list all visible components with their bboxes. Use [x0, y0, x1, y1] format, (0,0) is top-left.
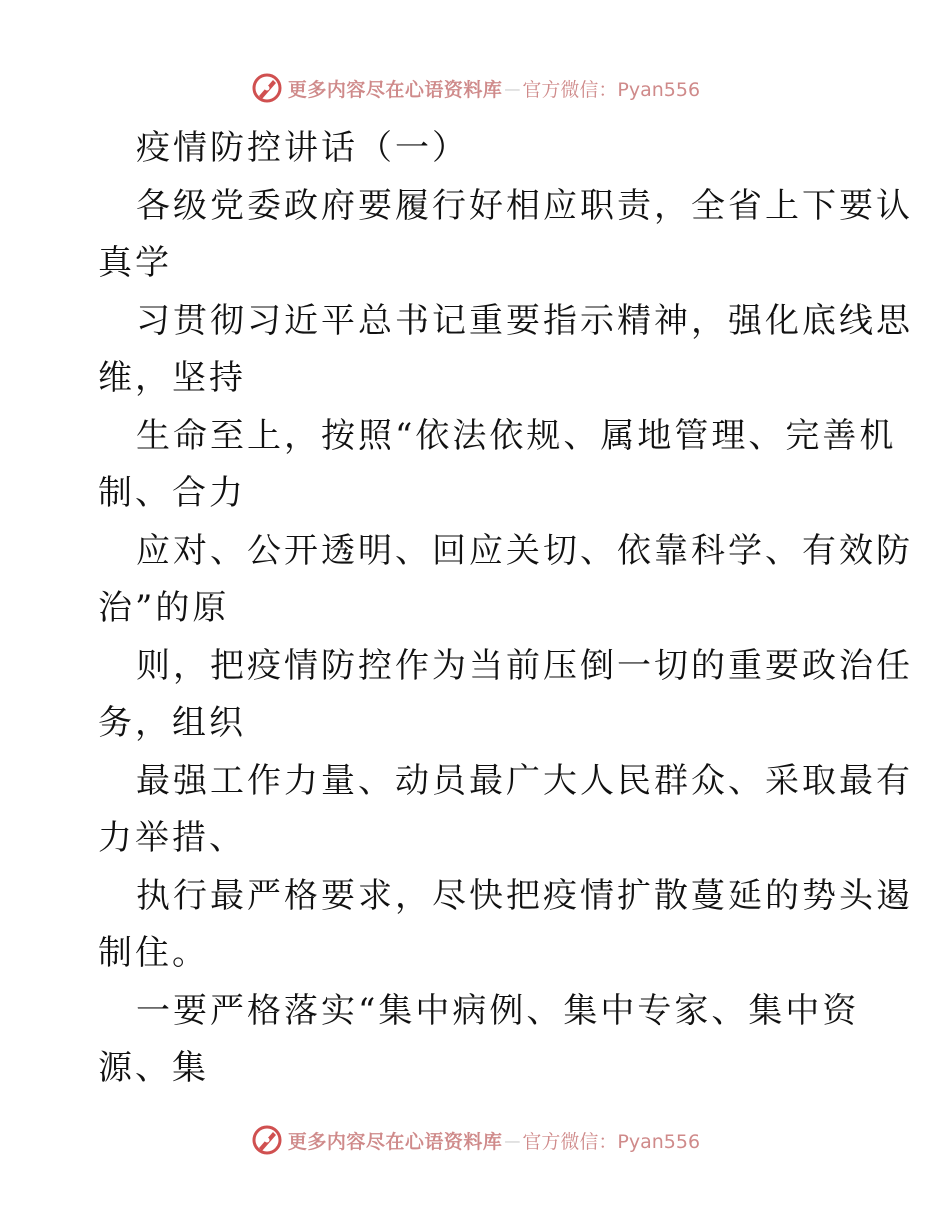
footer-watermark-contact: 官方微信：Pyan556: [522, 1130, 701, 1153]
paragraph-line: 制、合力: [98, 473, 246, 513]
paragraph-line: 执行最严格要求，尽快把疫情扩散蔓延的势头遏: [136, 875, 913, 916]
footer-watermark-separator: —: [504, 1130, 521, 1150]
paragraph-line: 应对、公开透明、回应关切、依靠科学、有效防: [136, 530, 913, 571]
pen-nib-logo-icon: [250, 71, 284, 105]
header-watermark-contact: 官方微信：Pyan556: [522, 78, 701, 101]
paragraph-line: 习贯彻习近平总书记重要指示精神，强化底线思: [136, 300, 913, 341]
paragraph-line: 真学: [98, 243, 172, 283]
paragraph-line: 治”的原: [98, 588, 230, 628]
paragraph-line: 各级党委政府要履行好相应职责，全省上下要认: [136, 185, 913, 226]
document-title: 疫情防控讲话（一）: [136, 128, 469, 168]
header-watermark-text: 更多内容尽在心语资料库: [287, 78, 503, 101]
paragraph-line: 制住。: [98, 933, 209, 973]
pen-nib-logo-icon: [250, 1123, 284, 1157]
paragraph-line: 最强工作力量、动员最广大人民群众、采取最有: [136, 760, 913, 801]
paragraph-line: 维，坚持: [98, 358, 246, 398]
footer-watermark-text: 更多内容尽在心语资料库: [287, 1130, 503, 1153]
paragraph-line: 生命至上，按照“依法依规、属地管理、完善机: [136, 415, 897, 456]
paragraph-line: 源、集: [98, 1048, 209, 1088]
paragraph-line: 一要严格落实“集中病例、集中专家、集中资: [136, 990, 860, 1031]
header-watermark-separator: —: [504, 78, 521, 98]
document-body: [98, 120, 913, 1098]
footer-watermark: [0, 1120, 950, 1160]
header-watermark: [0, 68, 950, 108]
paragraph-line: 力举措、: [98, 818, 246, 858]
paragraph-line: 则，把疫情防控作为当前压倒一切的重要政治任: [136, 645, 913, 686]
paragraph-line: 务，组织: [98, 703, 246, 743]
